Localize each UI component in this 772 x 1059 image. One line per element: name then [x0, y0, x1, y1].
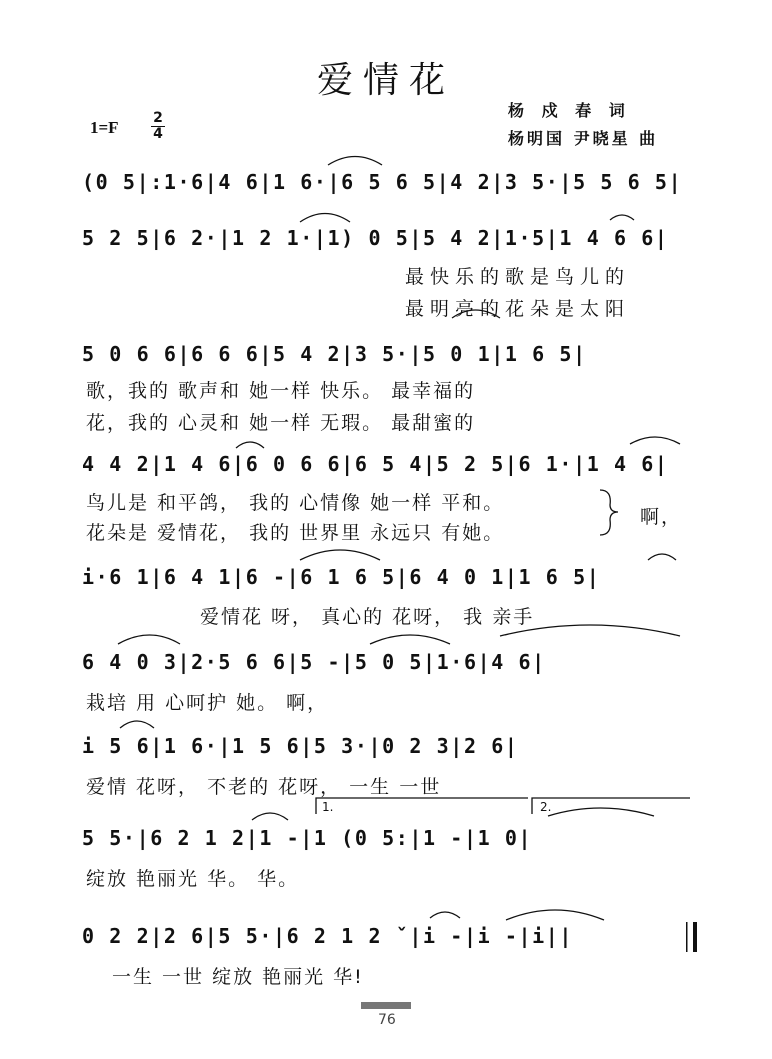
lyric-row-3-verse-2: 花，我的 心灵和 她一样 无瑕。 最甜蜜的 — [86, 412, 476, 434]
slur-mark — [500, 625, 680, 636]
slur-mark — [630, 437, 680, 444]
slur-mark — [548, 808, 654, 816]
notation-row-3: 5 0 6 6|6 6 6|5 4 2|3 5·|5 0 1|1 6 5| — [82, 342, 587, 366]
slur-mark — [236, 442, 264, 448]
lyricist-credit: 杨 戍 春 词 — [508, 101, 631, 120]
notation-row-8: 5 5·|6 2 1 2|1 -|1 (0 5:|1 -|1 0| — [82, 826, 533, 850]
notation-row-2: 5 2 5|6 2·|1 2 1·|1) 0 5|5 4 2|1·5|1 4 6 6| — [82, 226, 669, 250]
lyric-row-4-verse-1: 鸟儿是 和平鸽， 我的 心情像 她一样 平和。 — [86, 492, 505, 514]
lyric-row-5: 爱情花 呀， 真心的 花呀， 我 亲手 — [200, 606, 535, 628]
slur-mark — [610, 215, 634, 220]
notation-row-4: 4 4 2|1 4 6|6 0 6 6|6 5 4|5 2 5|6 1·|1 4 6| — [82, 452, 669, 476]
page-number-bar — [361, 1002, 411, 1009]
notation-row-7: i 5 6|1 6·|1 5 6|5 3·|0 2 3|2 6| — [82, 734, 519, 758]
song-title: 爱情花 — [316, 60, 455, 101]
lyric-row-2-verse-1: 最快乐的歌是鸟儿的 — [405, 266, 631, 288]
slur-mark — [252, 813, 288, 820]
lyric-row-8: 绽放 艳丽光 华。 华。 — [86, 868, 300, 890]
notation-row-9: 0 2 2|2 6|5 5·|6 2 1 2 ˇ|i -|i -|i|| — [82, 924, 574, 948]
notation-row-5: i·6 1|6 4 1|6 -|6 1 6 5|6 4 0 1|1 6 5| — [82, 565, 601, 589]
lyric-row-2-verse-2: 最明亮的花朵是太阳 — [405, 298, 631, 320]
lyric-row-9: 一生 一世 绽放 艳丽光 华! — [112, 966, 364, 988]
time-signature-top: 2 — [151, 111, 165, 127]
final-barline-thin — [686, 922, 688, 952]
slur-mark — [648, 554, 676, 560]
lyric-brace — [600, 490, 618, 535]
composer-credit: 杨明国 尹晓星 曲 — [508, 129, 659, 148]
slur-mark — [430, 912, 460, 918]
key-signature: 1=F — [90, 118, 119, 137]
lyric-row-6: 栽培 用 心呵护 她。 啊， — [86, 692, 329, 714]
slur-mark — [370, 635, 450, 644]
slur-mark — [452, 310, 500, 318]
lyric-row-4-verse-2: 花朵是 爱情花， 我的 世界里 永远只 有她。 — [86, 522, 505, 544]
time-signature-bottom: 4 — [153, 126, 163, 142]
side-lyric-ah: 啊， — [640, 506, 683, 528]
lyric-row-7: 爱情 花呀， 不老的 花呀， 一生 一世 — [86, 776, 442, 798]
volta-bracket-first — [316, 798, 528, 814]
volta-first-label: 1. — [322, 800, 334, 814]
slur-mark — [506, 910, 604, 920]
volta-second-label: 2. — [540, 800, 552, 814]
slur-mark — [120, 721, 154, 728]
slur-mark — [300, 550, 380, 560]
slur-mark — [300, 214, 350, 223]
volta-bracket-second — [532, 798, 690, 814]
lyric-row-3-verse-1: 歌，我的 歌声和 她一样 快乐。 最幸福的 — [86, 380, 476, 402]
slur-mark — [328, 157, 382, 166]
notation-row-1: (0 5|:1·6|4 6|1 6·|6 5 6 5|4 2|3 5·|5 5 6 5| — [82, 170, 683, 194]
page-number: 76 — [378, 1012, 396, 1028]
slur-mark — [118, 635, 180, 644]
final-barline-thick — [693, 922, 697, 952]
notation-row-6: 6 4 0 3|2·5 6 6|5 -|5 0 5|1·6|4 6| — [82, 650, 546, 674]
